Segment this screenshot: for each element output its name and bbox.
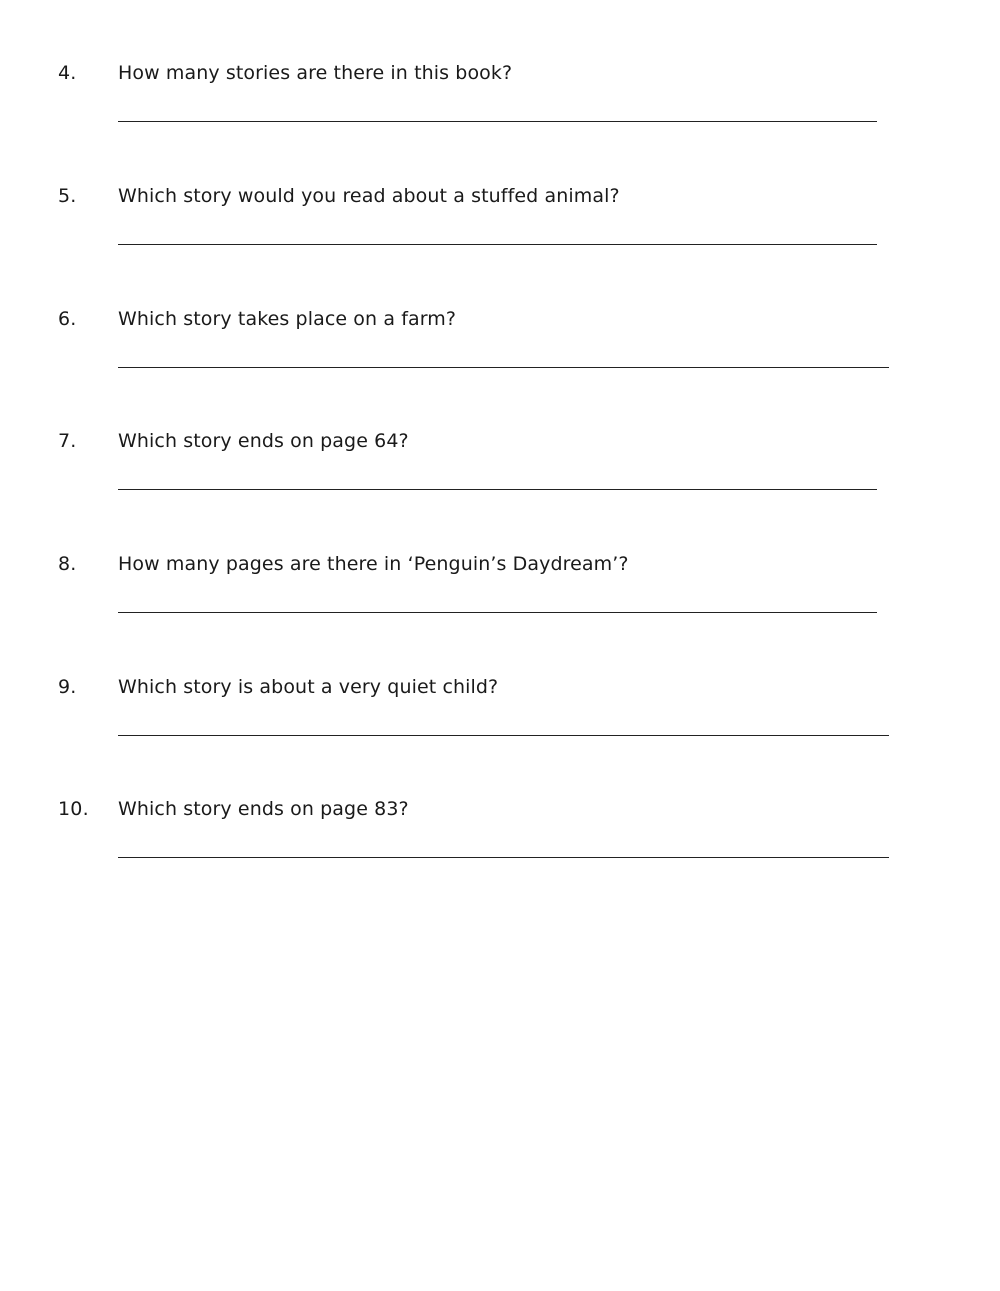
question-10 — [0, 797, 1000, 907]
question-number: 10. — [58, 798, 89, 820]
question-number: 4. — [58, 62, 77, 84]
question-number: 7. — [58, 430, 77, 452]
question-number: 6. — [58, 308, 77, 330]
answer-line[interactable] — [118, 121, 877, 122]
question-number: 5. — [58, 185, 77, 207]
answer-line[interactable] — [118, 244, 877, 245]
question-9 — [0, 675, 1000, 785]
question-text: How many stories are there in this book? — [118, 62, 513, 84]
question-8 — [0, 552, 1000, 662]
question-text: Which story would you read about a stuffed animal? — [118, 185, 620, 207]
question-text: How many pages are there in ‘Penguin’s Daydream’? — [118, 553, 629, 575]
question-5 — [0, 184, 1000, 294]
question-number: 8. — [58, 553, 77, 575]
question-6 — [0, 307, 1000, 417]
question-text: Which story ends on page 64? — [118, 430, 409, 452]
question-text: Which story ends on page 83? — [118, 798, 409, 820]
question-text: Which story is about a very quiet child? — [118, 676, 499, 698]
answer-line[interactable] — [118, 612, 877, 613]
question-7 — [0, 429, 1000, 539]
answer-line[interactable] — [118, 735, 889, 736]
answer-line[interactable] — [118, 857, 889, 858]
question-4 — [0, 61, 1000, 171]
question-text: Which story takes place on a farm? — [118, 308, 457, 330]
answer-line[interactable] — [118, 489, 877, 490]
question-number: 9. — [58, 676, 77, 698]
answer-line[interactable] — [118, 367, 889, 368]
